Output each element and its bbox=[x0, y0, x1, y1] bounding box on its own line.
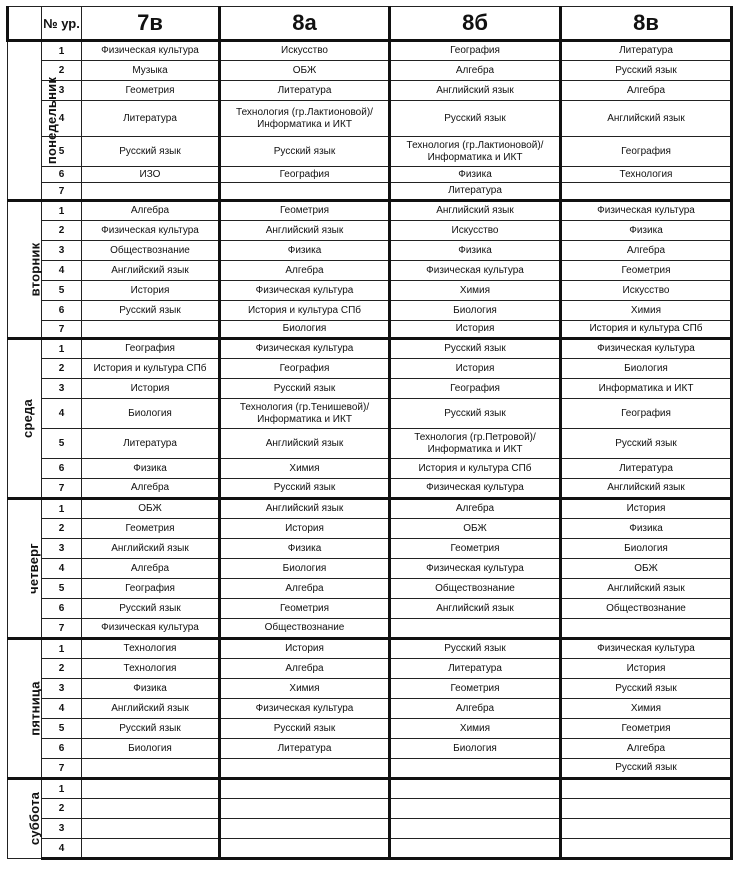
subject-cell: Биология bbox=[220, 321, 390, 339]
subject-cell: Искусство bbox=[390, 221, 561, 241]
subject-cell: Русский язык bbox=[390, 639, 561, 659]
day-label-cell bbox=[8, 201, 42, 339]
subject-cell: Технология (гр.Лактионовой)/ Информатика и ИКТ bbox=[390, 137, 561, 167]
subject-cell: Русский язык bbox=[390, 101, 561, 137]
subject-cell: Русский язык bbox=[561, 679, 732, 699]
subject-cell: Химия bbox=[561, 699, 732, 719]
subject-cell: Алгебра bbox=[82, 559, 220, 579]
subject-cell: Физическая культура bbox=[390, 559, 561, 579]
subject-cell: Литература bbox=[82, 429, 220, 459]
day-label-cell bbox=[8, 779, 42, 859]
subject-cell: Алгебра bbox=[390, 61, 561, 81]
subject-cell: История и культура СПб bbox=[220, 301, 390, 321]
lesson-number: 6 bbox=[42, 459, 82, 479]
lesson-row bbox=[8, 241, 732, 261]
lesson-number: 6 bbox=[42, 739, 82, 759]
lesson-row bbox=[8, 779, 732, 799]
subject-cell bbox=[561, 619, 732, 639]
day-name: понедельник bbox=[44, 76, 60, 164]
subject-cell bbox=[220, 759, 390, 779]
subject-cell: История bbox=[220, 639, 390, 659]
lesson-number: 5 bbox=[42, 137, 82, 167]
subject-cell bbox=[82, 799, 220, 819]
subject-cell: Английский язык bbox=[220, 499, 390, 519]
subject-cell: Русский язык bbox=[390, 399, 561, 429]
subject-cell: Геометрия bbox=[390, 539, 561, 559]
subject-cell: Алгебра bbox=[561, 739, 732, 759]
subject-cell: География bbox=[82, 579, 220, 599]
lesson-number: 5 bbox=[42, 579, 82, 599]
subject-cell: История bbox=[220, 519, 390, 539]
header-corner bbox=[8, 7, 42, 41]
subject-cell: Алгебра bbox=[390, 499, 561, 519]
header-lesson-number: № ур. bbox=[42, 7, 82, 41]
subject-cell: Физика bbox=[82, 459, 220, 479]
subject-cell: Литература bbox=[561, 459, 732, 479]
subject-cell: Русский язык bbox=[220, 479, 390, 499]
lesson-row bbox=[8, 539, 732, 559]
lesson-number: 2 bbox=[42, 519, 82, 539]
subject-cell: География bbox=[82, 339, 220, 359]
lesson-number: 6 bbox=[42, 167, 82, 183]
lesson-number: 4 bbox=[42, 399, 82, 429]
subject-cell: Биология bbox=[561, 539, 732, 559]
day-name: суббота bbox=[27, 791, 43, 846]
lesson-row bbox=[8, 639, 732, 659]
subject-cell: Химия bbox=[220, 459, 390, 479]
lesson-number: 1 bbox=[42, 339, 82, 359]
lesson-row bbox=[8, 183, 732, 201]
subject-cell: Алгебра bbox=[220, 579, 390, 599]
subject-cell: География bbox=[561, 137, 732, 167]
lesson-number: 4 bbox=[42, 101, 82, 137]
subject-cell: Английский язык bbox=[220, 429, 390, 459]
lesson-row bbox=[8, 81, 732, 101]
lesson-row bbox=[8, 599, 732, 619]
lesson-row bbox=[8, 281, 732, 301]
lesson-row bbox=[8, 201, 732, 221]
lesson-row bbox=[8, 739, 732, 759]
lesson-row bbox=[8, 759, 732, 779]
lesson-row bbox=[8, 261, 732, 281]
subject-cell: Английский язык bbox=[82, 539, 220, 559]
lesson-number: 5 bbox=[42, 719, 82, 739]
lesson-number: 4 bbox=[42, 559, 82, 579]
subject-cell: Биология bbox=[82, 739, 220, 759]
lesson-row bbox=[8, 679, 732, 699]
lesson-row bbox=[8, 579, 732, 599]
subject-cell: Литература bbox=[82, 101, 220, 137]
subject-cell: Русский язык bbox=[220, 719, 390, 739]
lesson-number: 4 bbox=[42, 699, 82, 719]
lesson-row bbox=[8, 167, 732, 183]
subject-cell: Химия bbox=[220, 679, 390, 699]
subject-cell: История и культура СПб bbox=[390, 459, 561, 479]
subject-cell: Геометрия bbox=[561, 261, 732, 281]
subject-cell: Русский язык bbox=[82, 301, 220, 321]
subject-cell: ИЗО bbox=[82, 167, 220, 183]
lesson-number: 7 bbox=[42, 759, 82, 779]
lesson-number: 2 bbox=[42, 221, 82, 241]
subject-cell: Физика bbox=[390, 241, 561, 261]
subject-cell: ОБЖ bbox=[82, 499, 220, 519]
lesson-number: 1 bbox=[42, 41, 82, 61]
subject-cell: Литература bbox=[390, 659, 561, 679]
header-class-8v: 8в bbox=[561, 7, 732, 41]
subject-cell: Литература bbox=[220, 739, 390, 759]
lesson-number: 5 bbox=[42, 281, 82, 301]
subject-cell: Обществознание bbox=[220, 619, 390, 639]
subject-cell: Информатика и ИКТ bbox=[561, 379, 732, 399]
subject-cell: Физическая культура bbox=[220, 339, 390, 359]
subject-cell: Английский язык bbox=[561, 479, 732, 499]
subject-cell bbox=[390, 839, 561, 859]
subject-cell: Биология bbox=[561, 359, 732, 379]
subject-cell: Английский язык bbox=[561, 579, 732, 599]
subject-cell: Музыка bbox=[82, 61, 220, 81]
subject-cell bbox=[390, 819, 561, 839]
subject-cell: История bbox=[561, 499, 732, 519]
day-name: четверг bbox=[25, 542, 41, 594]
lesson-number: 2 bbox=[42, 359, 82, 379]
subject-cell: Английский язык bbox=[82, 261, 220, 281]
lesson-row bbox=[8, 519, 732, 539]
lesson-row bbox=[8, 321, 732, 339]
header-class-8a: 8а bbox=[220, 7, 390, 41]
lesson-number: 7 bbox=[42, 321, 82, 339]
subject-cell: Английский язык bbox=[390, 599, 561, 619]
subject-cell: Геометрия bbox=[390, 679, 561, 699]
subject-cell: История bbox=[82, 281, 220, 301]
subject-cell bbox=[220, 819, 390, 839]
subject-cell: Физическая культура bbox=[82, 41, 220, 61]
subject-cell bbox=[561, 799, 732, 819]
subject-cell: Английский язык bbox=[82, 699, 220, 719]
subject-cell bbox=[561, 819, 732, 839]
subject-cell: Биология bbox=[220, 559, 390, 579]
subject-cell: История и культура СПб bbox=[82, 359, 220, 379]
subject-cell: Физика bbox=[82, 679, 220, 699]
subject-cell: Алгебра bbox=[220, 659, 390, 679]
subject-cell: Физическая культура bbox=[390, 479, 561, 499]
lesson-row bbox=[8, 479, 732, 499]
subject-cell: Физическая культура bbox=[220, 699, 390, 719]
subject-cell bbox=[390, 759, 561, 779]
lesson-number: 6 bbox=[42, 599, 82, 619]
subject-cell: Искусство bbox=[220, 41, 390, 61]
subject-cell: Физическая культура bbox=[220, 281, 390, 301]
subject-cell bbox=[390, 619, 561, 639]
lesson-row bbox=[8, 499, 732, 519]
lesson-row bbox=[8, 459, 732, 479]
subject-cell: Английский язык bbox=[390, 81, 561, 101]
subject-cell bbox=[561, 839, 732, 859]
lesson-number: 3 bbox=[42, 539, 82, 559]
subject-cell: Русский язык bbox=[82, 719, 220, 739]
subject-cell: География bbox=[220, 167, 390, 183]
subject-cell: История и культура СПб bbox=[561, 321, 732, 339]
subject-cell: Геометрия bbox=[561, 719, 732, 739]
lesson-number: 7 bbox=[42, 479, 82, 499]
subject-cell bbox=[220, 839, 390, 859]
subject-cell: Физика bbox=[561, 221, 732, 241]
lesson-number: 1 bbox=[42, 499, 82, 519]
subject-cell: География bbox=[561, 399, 732, 429]
lesson-row bbox=[8, 379, 732, 399]
subject-cell: Технология (гр.Тенишевой)/ Информатика и ИКТ bbox=[220, 399, 390, 429]
subject-cell: Русский язык bbox=[561, 759, 732, 779]
lesson-number: 2 bbox=[42, 659, 82, 679]
subject-cell: Английский язык bbox=[220, 221, 390, 241]
subject-cell: Геометрия bbox=[82, 81, 220, 101]
schedule-table bbox=[6, 6, 733, 860]
lesson-number: 2 bbox=[42, 61, 82, 81]
subject-cell: География bbox=[390, 41, 561, 61]
lesson-row bbox=[8, 699, 732, 719]
subject-cell: Химия bbox=[390, 281, 561, 301]
lesson-number: 4 bbox=[42, 839, 82, 859]
subject-cell: География bbox=[220, 359, 390, 379]
lesson-row bbox=[8, 559, 732, 579]
lesson-number: 5 bbox=[42, 429, 82, 459]
subject-cell: Русский язык bbox=[82, 137, 220, 167]
subject-cell: Химия bbox=[561, 301, 732, 321]
subject-cell: Литература bbox=[561, 41, 732, 61]
subject-cell bbox=[82, 183, 220, 201]
subject-cell bbox=[82, 321, 220, 339]
header-class-8b: 8б bbox=[390, 7, 561, 41]
subject-cell: Технология (гр.Петровой)/ Информатика и ИКТ bbox=[390, 429, 561, 459]
lesson-number: 3 bbox=[42, 679, 82, 699]
subject-cell bbox=[82, 819, 220, 839]
lesson-row bbox=[8, 137, 732, 167]
subject-cell: Алгебра bbox=[82, 479, 220, 499]
subject-cell: Алгебра bbox=[561, 81, 732, 101]
day-label-cell bbox=[8, 639, 42, 779]
subject-cell: Физическая культура bbox=[561, 639, 732, 659]
lesson-number: 3 bbox=[42, 379, 82, 399]
subject-cell: Биология bbox=[390, 739, 561, 759]
subject-cell: ОБЖ bbox=[220, 61, 390, 81]
subject-cell: ОБЖ bbox=[390, 519, 561, 539]
subject-cell: Алгебра bbox=[82, 201, 220, 221]
lesson-row bbox=[8, 61, 732, 81]
subject-cell bbox=[561, 183, 732, 201]
subject-cell: Физика bbox=[561, 519, 732, 539]
lesson-number: 4 bbox=[42, 261, 82, 281]
subject-cell bbox=[561, 779, 732, 799]
subject-cell: Русский язык bbox=[82, 599, 220, 619]
lesson-row bbox=[8, 399, 732, 429]
subject-cell: Литература bbox=[220, 81, 390, 101]
lesson-number: 1 bbox=[42, 779, 82, 799]
subject-cell: Алгебра bbox=[390, 699, 561, 719]
subject-cell: Физическая культура bbox=[82, 619, 220, 639]
lesson-row bbox=[8, 429, 732, 459]
subject-cell bbox=[220, 183, 390, 201]
lesson-number: 2 bbox=[42, 799, 82, 819]
subject-cell: Геометрия bbox=[220, 599, 390, 619]
subject-cell: Физика bbox=[390, 167, 561, 183]
subject-cell: Физическая культура bbox=[561, 339, 732, 359]
subject-cell: Русский язык bbox=[220, 379, 390, 399]
lesson-number: 7 bbox=[42, 183, 82, 201]
subject-cell bbox=[82, 839, 220, 859]
subject-cell: Искусство bbox=[561, 281, 732, 301]
lesson-row bbox=[8, 41, 732, 61]
subject-cell: Технология bbox=[82, 659, 220, 679]
lesson-row bbox=[8, 839, 732, 859]
subject-cell bbox=[220, 799, 390, 819]
subject-cell: Биология bbox=[82, 399, 220, 429]
lesson-row bbox=[8, 339, 732, 359]
lesson-number: 1 bbox=[42, 639, 82, 659]
subject-cell bbox=[390, 779, 561, 799]
day-label-cell bbox=[8, 339, 42, 499]
subject-cell: Технология (гр.Лактионовой)/Информатика и ИКТ bbox=[220, 101, 390, 137]
lesson-row bbox=[8, 719, 732, 739]
subject-cell bbox=[220, 779, 390, 799]
lesson-number: 3 bbox=[42, 241, 82, 261]
subject-cell: Технология bbox=[82, 639, 220, 659]
lesson-number: 3 bbox=[42, 81, 82, 101]
subject-cell: Алгебра bbox=[220, 261, 390, 281]
subject-cell: Обществознание bbox=[561, 599, 732, 619]
subject-cell bbox=[82, 779, 220, 799]
subject-cell bbox=[390, 799, 561, 819]
subject-cell bbox=[82, 759, 220, 779]
day-name: пятница bbox=[27, 680, 43, 736]
lesson-row bbox=[8, 659, 732, 679]
subject-cell: Английский язык bbox=[561, 101, 732, 137]
lesson-row bbox=[8, 359, 732, 379]
subject-cell: Литература bbox=[390, 183, 561, 201]
lesson-number: 6 bbox=[42, 301, 82, 321]
schedule-body bbox=[8, 41, 732, 859]
subject-cell: Русский язык bbox=[561, 429, 732, 459]
schedule-sheet bbox=[6, 6, 730, 860]
subject-cell: История bbox=[390, 359, 561, 379]
subject-cell: ОБЖ bbox=[561, 559, 732, 579]
subject-cell: История bbox=[561, 659, 732, 679]
subject-cell: Геометрия bbox=[220, 201, 390, 221]
subject-cell: Геометрия bbox=[82, 519, 220, 539]
subject-cell: География bbox=[390, 379, 561, 399]
subject-cell: Русский язык bbox=[561, 61, 732, 81]
subject-cell: Физическая культура bbox=[82, 221, 220, 241]
subject-cell: Русский язык bbox=[220, 137, 390, 167]
subject-cell: История bbox=[390, 321, 561, 339]
lesson-number: 3 bbox=[42, 819, 82, 839]
subject-cell: Технология bbox=[561, 167, 732, 183]
subject-cell: История bbox=[82, 379, 220, 399]
subject-cell: Алгебра bbox=[561, 241, 732, 261]
lesson-number: 7 bbox=[42, 619, 82, 639]
lesson-row bbox=[8, 221, 732, 241]
lesson-row bbox=[8, 799, 732, 819]
subject-cell: Физическая культура bbox=[390, 261, 561, 281]
lesson-row bbox=[8, 101, 732, 137]
day-name: среда bbox=[19, 398, 35, 438]
lesson-number: 1 bbox=[42, 201, 82, 221]
day-label-cell bbox=[8, 499, 42, 639]
subject-cell: Обществознание bbox=[390, 579, 561, 599]
lesson-row bbox=[8, 619, 732, 639]
lesson-row bbox=[8, 819, 732, 839]
subject-cell: Биология bbox=[390, 301, 561, 321]
subject-cell: Физическая культура bbox=[561, 201, 732, 221]
subject-cell: Химия bbox=[390, 719, 561, 739]
lesson-row bbox=[8, 301, 732, 321]
header-row bbox=[8, 7, 732, 41]
subject-cell: Английский язык bbox=[390, 201, 561, 221]
header-class-7v: 7в bbox=[82, 7, 220, 41]
subject-cell: Физика bbox=[220, 539, 390, 559]
subject-cell: Русский язык bbox=[390, 339, 561, 359]
subject-cell: Физика bbox=[220, 241, 390, 261]
day-name: вторник bbox=[27, 242, 43, 296]
subject-cell: Обществознание bbox=[82, 241, 220, 261]
day-label-cell bbox=[8, 41, 60, 201]
